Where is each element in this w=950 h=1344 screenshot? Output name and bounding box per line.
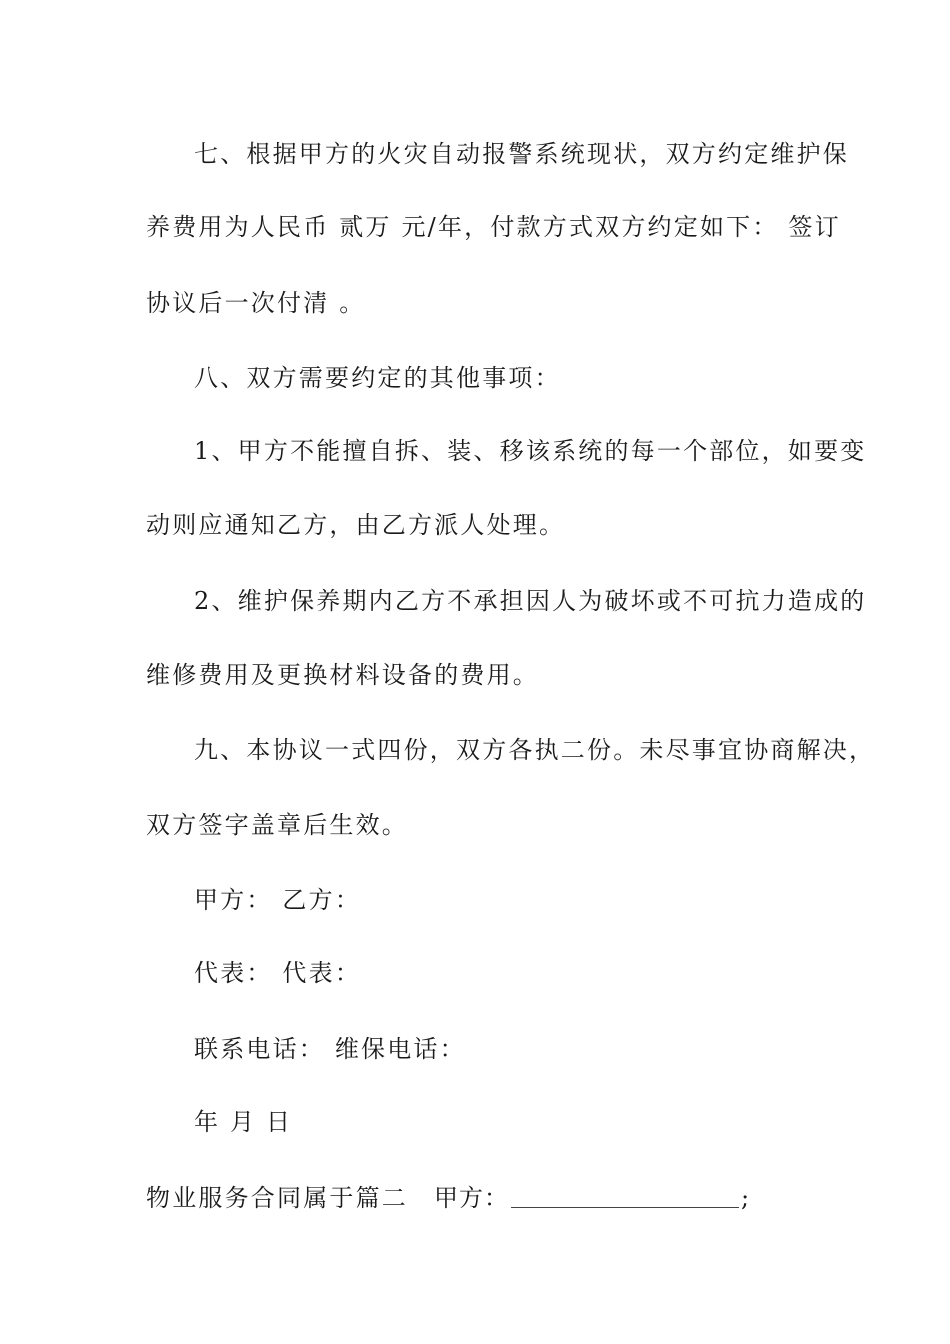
signature-phones: 联系电话： 维保电话： — [194, 1035, 466, 1063]
clause-8-item-1-line-1: 1、甲方不能擅自拆、装、移该系统的每一个部位，如要变 — [194, 437, 867, 465]
clause-9-line-1: 九、本协议一式四份，双方各执二份。未尽事宜协商解决， — [194, 736, 876, 764]
next-contract-title: 物业服务合同属于篇二 — [146, 1184, 408, 1212]
clause-8-heading: 八、双方需要约定的其他事项： — [194, 364, 561, 392]
party-a-label: 甲方： — [434, 1184, 509, 1212]
clause-8-item-1-line-2: 动则应通知乙方，由乙方派人处理。 — [146, 511, 566, 539]
signature-date: 年 月 日 — [194, 1108, 293, 1136]
party-a-field — [434, 1183, 750, 1213]
party-a-blank — [511, 1183, 739, 1208]
party-a-end: ; — [741, 1184, 751, 1212]
clause-8-item-2-line-2: 维修费用及更换材料设备的费用。 — [146, 661, 539, 689]
clause-9-line-2: 双方签字盖章后生效。 — [146, 811, 408, 839]
signature-parties: 甲方： 乙方： — [194, 886, 362, 914]
clause-8-item-2-line-1: 2、维护保养期内乙方不承担因人为破坏或不可抗力造成的 — [194, 587, 867, 615]
signature-representatives: 代表： 代表： — [194, 959, 362, 987]
clause-7-line-2: 养费用为人民币 贰万 元/年，付款方式双方约定如下： 签订 — [146, 213, 841, 241]
clause-7-line-3: 协议后一次付清 。 — [146, 289, 366, 317]
clause-7-line-1: 七、根据甲方的火灾自动报警系统现状，双方约定维护保 — [194, 140, 849, 168]
